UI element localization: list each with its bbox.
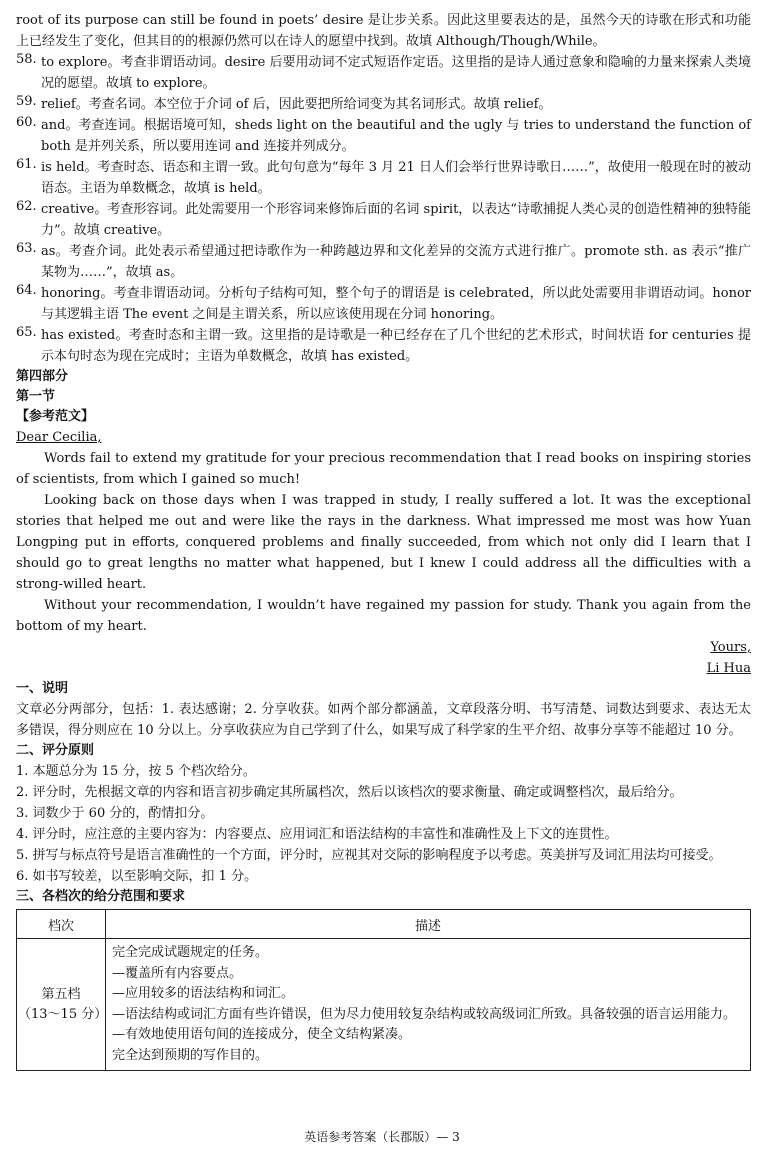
answer-number: 65. — [16, 325, 37, 340]
level-range: （13～15 分） — [18, 1006, 108, 1022]
answer-number: 64. — [16, 283, 37, 298]
grading-table — [16, 909, 751, 1071]
letter-closing: Yours, — [710, 640, 751, 655]
description-line: —有效地使用语句间的连接成分，使全文结构紧凑。 — [112, 1027, 412, 1042]
description-line: 完全达到预期的写作目的。 — [112, 1047, 269, 1063]
description-line: 完全完成试题规定的任务。 — [112, 945, 269, 960]
answer-text: creative。考查形容词。此处需要用一个形容词来修饰后面的名词 spirit，以表达“诗歌捕捉人类心灵的创造性精神的独特能力”。故填 creative。 — [41, 202, 751, 238]
explanation-text: 文章必分两部分，包括：1. 表达感谢；2. 分享收获。如两个部分都涵盖，文章段落分明、书写清楚、词数达到要求、表达无太多错误，得分则应在 10 分以上。分享收获应为自己学到了什么，如果写成了科学家的生平介绍、故事分享等不能超过 10 分。 — [16, 702, 751, 738]
answer-item — [16, 94, 751, 115]
answer-item — [16, 283, 751, 325]
description-cell — [106, 939, 751, 1071]
letter-salutation: Dear Cecilia, — [16, 430, 102, 445]
principle-item: 2. 评分时，先根据文章的内容和语言初步确定其所属档次，然后以该档次的要求衡量、确定或调整档次，最后给分。 — [16, 785, 683, 800]
answer-text: as。考查介词。此处表示希望通过把诗歌作为一种跨越边界和文化差异的交流方式进行推广。promote sth. as 表示“推广某物为……”，故填 as。 — [41, 244, 751, 280]
answer-number: 60. — [16, 115, 37, 130]
answer-text: and。考查连词。根据语境可知，sheds light on the beautiful and the ugly 与 tries to understand the function of both 是并列关系，所以要用连词 and 连接并列成分。 — [41, 118, 751, 154]
table-row — [17, 939, 751, 1071]
section-heading: 第一节 — [16, 389, 56, 404]
answer-number: 58. — [16, 52, 37, 67]
ranges-heading: 三、各档次的给分范围和要求 — [16, 889, 186, 904]
answer-text: relief。考查名词。本空位于介词 of 后，因此要把所给词变为其名词形式。故填 relief。 — [41, 97, 552, 112]
principle-item: 3. 词数少于 60 分的，酌情扣分。 — [16, 806, 214, 821]
answer-page — [16, 10, 751, 1071]
description-line: —应用较多的语法结构和词汇。 — [112, 986, 295, 1001]
page-footer: 英语参考答案（长郡版）— 3 — [304, 1130, 460, 1144]
answer-item — [16, 52, 751, 94]
answer-text: is held。考查时态、语态和主谓一致。此句句意为“每年 3 月 21 日人们会举行世界诗歌日……”，故使用一般现在时的被动语态。主语为单数概念，故填 is held。 — [41, 160, 751, 196]
letter-paragraph: Without your recommendation, I wouldn’t have regained my passion for study. Thank you again from the bottom of my heart. — [16, 598, 751, 634]
principle-item: 5. 拼写与标点符号是语言准确性的一个方面，评分时，应视其对交际的影响程度予以考虑。英美拼写及词汇用法均可接受。 — [16, 848, 722, 863]
letter-signature: Li Hua — [706, 661, 751, 676]
answer-number: 62. — [16, 199, 37, 214]
description-line: —语法结构或词汇方面有些许错误，但为尽力使用较复杂结构或较高级词汇所致。具备较强的语言运用能力。 — [112, 1006, 737, 1022]
answer-number: 59. — [16, 94, 37, 109]
explanation-heading: 一、说明 — [16, 681, 69, 696]
part-heading: 第四部分 — [16, 369, 69, 384]
column-header-level: 档次 — [17, 910, 106, 939]
answer-number: 63. — [16, 241, 37, 256]
table-header-row — [17, 910, 751, 939]
letter-paragraph: Looking back on those days when I was trapped in study, I really suffered a lot. It was the exceptional stories that helped me out and were like the rays in the darkness. What impressed me most was how Yuan Longping put in efforts, conquered problems and finally succeeded, from which not only did I learn that I should go to great lengths no matter what happened, but I knew I could address all the difficulties with a strong-willed heart. — [16, 493, 751, 592]
answer-item — [16, 241, 751, 283]
answer-text: has existed。考查时态和主谓一致。这里指的是诗歌是一种已经存在了几个世纪的艺术形式，时间状语 for centuries 提示本句时态为现在完成时；主语为单数概念，故填 has existed。 — [41, 328, 751, 364]
level-cell — [17, 939, 106, 1071]
answer-item — [16, 325, 751, 367]
principle-item: 4. 评分时，应注意的主要内容为：内容要点、应用词汇和语法结构的丰富性和准确性及上下文的连贯性。 — [16, 827, 618, 842]
answer-number: 61. — [16, 157, 37, 172]
letter-paragraph: Words fail to extend my gratitude for your precious recommendation that I read books on inspiring stories of scientists, from which I gained so much! — [16, 451, 751, 487]
sample-label: 【参考范文】 — [16, 409, 95, 424]
level-name: 第五档 — [41, 986, 81, 1002]
principle-item: 6. 如书写较差，以至影响交际，扣 1 分。 — [16, 869, 258, 884]
answer-item — [16, 199, 751, 241]
column-header-desc: 描述 — [106, 910, 751, 939]
principles-heading: 二、评分原则 — [16, 743, 95, 758]
intro-paragraph: root of its purpose can still be found in poets’ desire 是让步关系。因此这里要表达的是，虽然今天的诗歌在形式和功能上已经发生了变化，但其目的的根源仍然可以在诗人的愿望中找到。故填 Although/Though/While。 — [16, 13, 751, 49]
description-line: —覆盖所有内容要点。 — [112, 965, 243, 981]
answer-text: to explore。考查非谓语动词。desire 后要用动词不定式短语作定语。这里指的是诗人通过意象和隐喻的力量来探索人类境况的愿望。故填 to explore。 — [41, 55, 751, 91]
answer-text: honoring。考查非谓语动词。分析句子结构可知，整个句子的谓语是 is celebrated，所以此处需要用非谓语动词。honor 与其逻辑主语 The event 之间是主谓关系，所以应该使用现在分词 honoring。 — [41, 286, 751, 322]
answer-list — [16, 52, 751, 367]
principle-item: 1. 本题总分为 15 分，按 5 个档次给分。 — [16, 764, 256, 779]
answer-item — [16, 115, 751, 157]
answer-item — [16, 157, 751, 199]
